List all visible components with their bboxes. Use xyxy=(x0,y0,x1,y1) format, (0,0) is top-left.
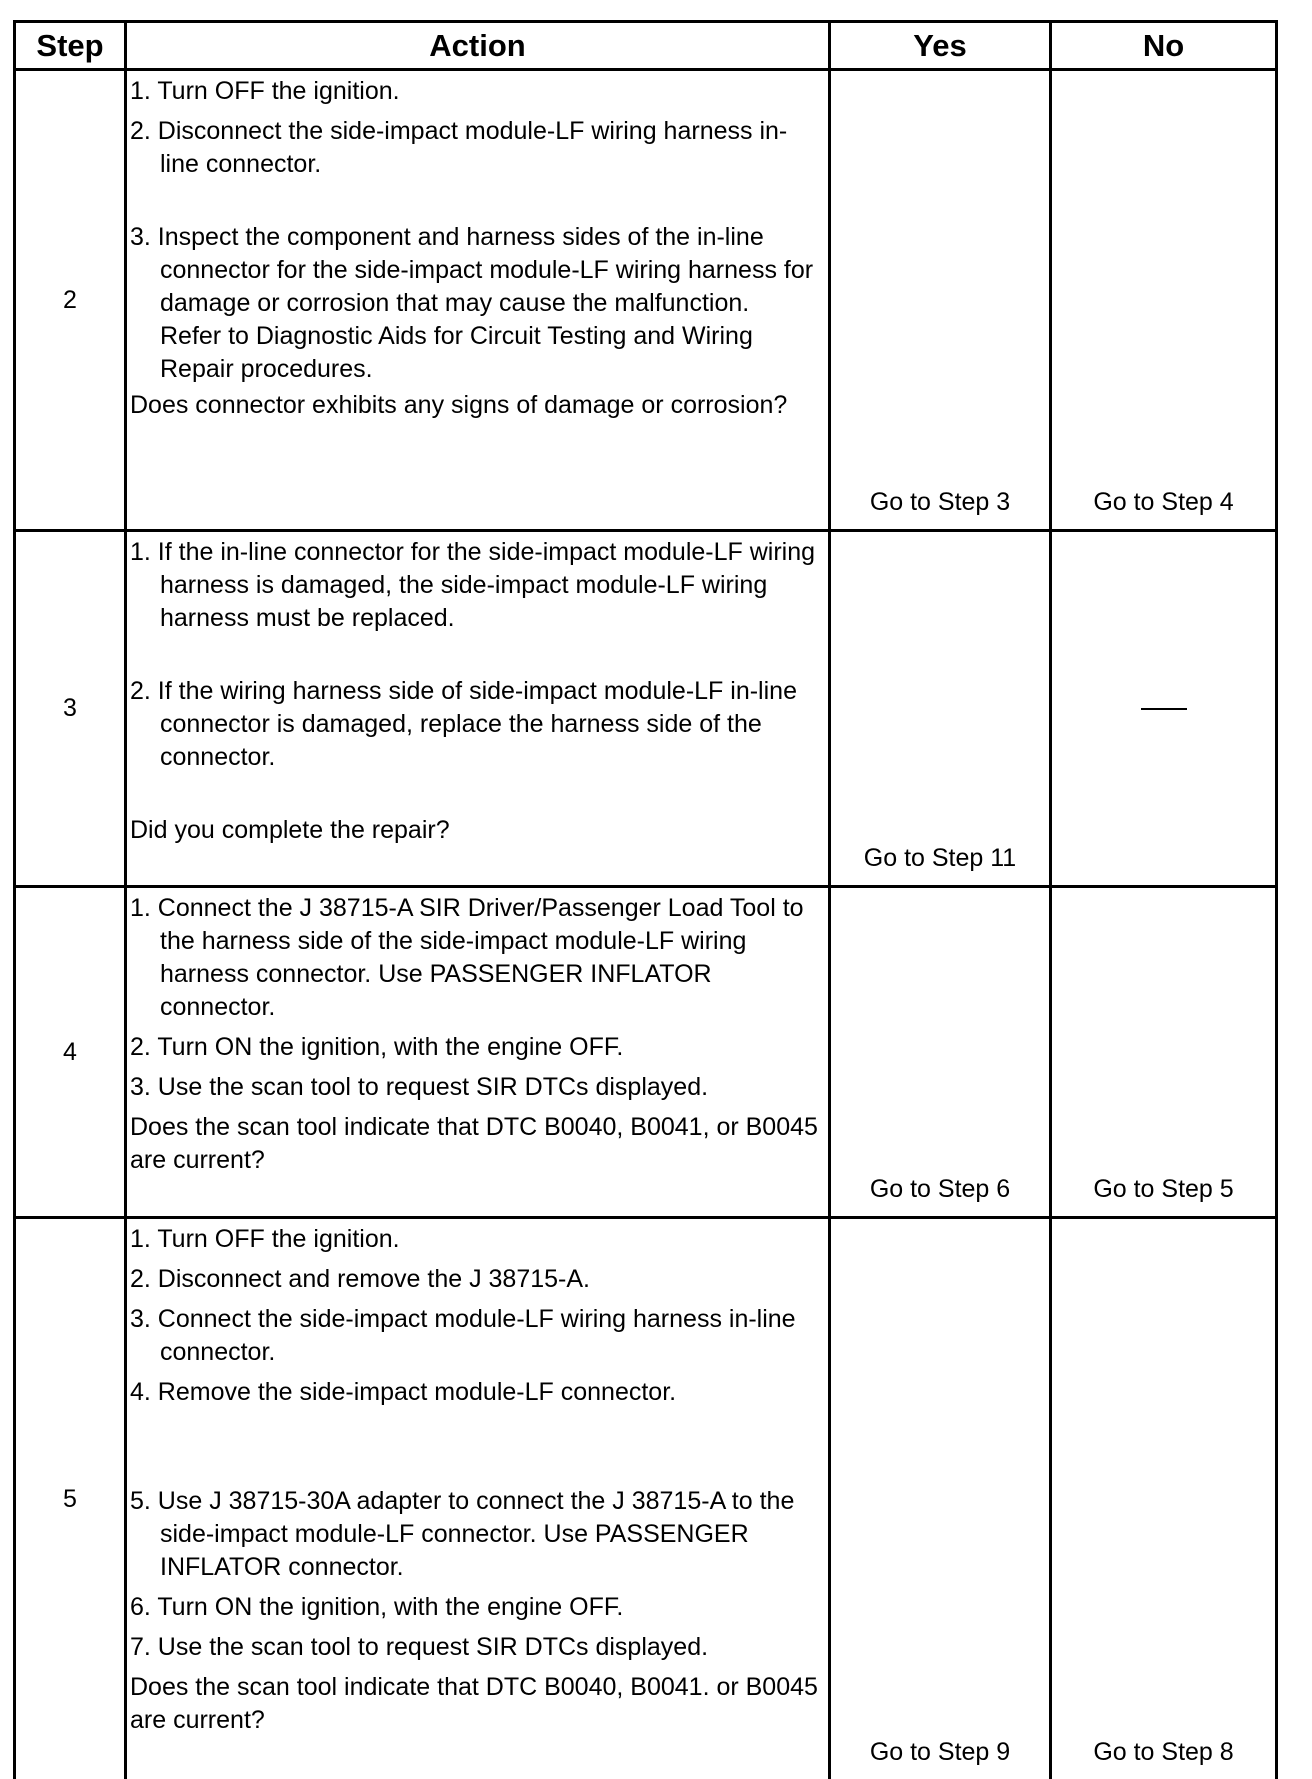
yes-result: Go to Step 3 xyxy=(830,70,1051,531)
yes-result: Go to Step 6 xyxy=(830,887,1051,1218)
action-item: 1. Turn OFF the ignition. xyxy=(130,75,822,108)
action-cell xyxy=(126,887,830,1218)
header-no: No xyxy=(1051,22,1277,70)
action-item: 6. Turn ON the ignition, with the engine OFF. xyxy=(130,1591,822,1624)
diagnostic-table xyxy=(13,20,1278,1779)
table-row xyxy=(15,70,1277,531)
header-action: Action xyxy=(126,22,830,70)
action-question: Does the scan tool indicate that DTC B0040, B0041. or B0045 are current? xyxy=(130,1671,822,1737)
action-cell xyxy=(126,1218,830,1779)
table-row xyxy=(15,1218,1277,1779)
header-row xyxy=(15,22,1277,70)
action-question: Does the scan tool indicate that DTC B0040, B0041, or B0045 are current? xyxy=(130,1111,822,1177)
action-cell xyxy=(126,531,830,887)
action-item: 5. Use J 38715-30A adapter to connect the J 38715-A to the side-impact module-LF connector. Use PASSENGER INFLATOR connector. xyxy=(130,1485,822,1584)
action-item: 1. Connect the J 38715-A SIR Driver/Passenger Load Tool to the harness side of the side-impact module-LF wiring harness connector. Use PASSENGER INFLATOR connector. xyxy=(130,892,822,1024)
no-result: Go to Step 4 xyxy=(1051,70,1277,531)
action-item: 2. Disconnect the side-impact module-LF wiring harness in-line connector. xyxy=(130,115,822,181)
action-item: 1. If the in-line connector for the side-impact module-LF wiring harness is damaged, the side-impact module-LF wiring harness must be replaced. xyxy=(130,536,822,635)
step-number: 5 xyxy=(15,1218,126,1779)
action-question: Does connector exhibits any signs of damage or corrosion? xyxy=(130,389,822,422)
action-item: 2. If the wiring harness side of side-impact module-LF in-line connector is damaged, replace the harness side of the connector. xyxy=(130,675,822,774)
action-item: 3. Use the scan tool to request SIR DTCs displayed. xyxy=(130,1071,822,1104)
step-number: 3 xyxy=(15,531,126,887)
header-yes: Yes xyxy=(830,22,1051,70)
table-row xyxy=(15,887,1277,1218)
diagnostic-procedure-document xyxy=(13,20,1275,1779)
action-item: 3. Connect the side-impact module-LF wiring harness in-line connector. xyxy=(130,1303,822,1369)
header-step: Step xyxy=(15,22,126,70)
action-item: 3. Inspect the component and harness sides of the in-line connector for the side-impact module-LF wiring harness for damage or corrosion that may cause the malfunction. xyxy=(130,221,822,320)
action-item: 7. Use the scan tool to request SIR DTCs displayed. xyxy=(130,1631,822,1664)
action-cell xyxy=(126,70,830,531)
table-row xyxy=(15,531,1277,887)
yes-result: Go to Step 11 xyxy=(830,531,1051,887)
no-result: Go to Step 8 xyxy=(1051,1218,1277,1779)
action-item: 1. Turn OFF the ignition. xyxy=(130,1223,822,1256)
step-number: 2 xyxy=(15,70,126,531)
yes-result: Go to Step 9 xyxy=(830,1218,1051,1779)
no-dash xyxy=(1141,708,1187,710)
no-result xyxy=(1051,531,1277,887)
step-number: 4 xyxy=(15,887,126,1218)
action-item: 2. Turn ON the ignition, with the engine OFF. xyxy=(130,1031,822,1064)
no-result: Go to Step 5 xyxy=(1051,887,1277,1218)
action-item: 2. Disconnect and remove the J 38715-A. xyxy=(130,1263,822,1296)
action-item: 4. Remove the side-impact module-LF connector. xyxy=(130,1376,822,1409)
action-note: Refer to Diagnostic Aids for Circuit Testing and Wiring Repair procedures. xyxy=(130,320,822,386)
action-question: Did you complete the repair? xyxy=(130,814,822,847)
